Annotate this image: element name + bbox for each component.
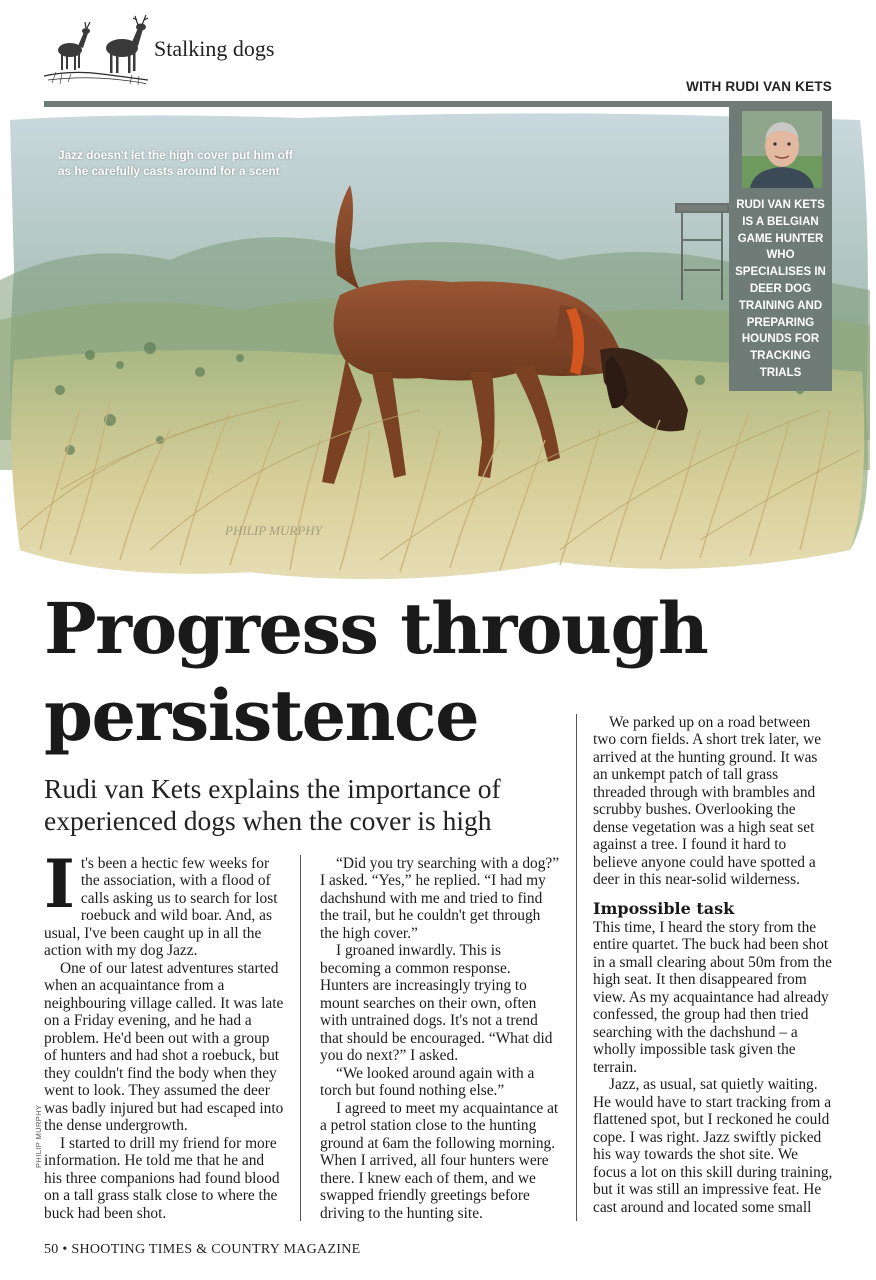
paragraph: I started to drill my friend for more information. He told me that he and his three companions had found blood on a tall grass stalk close to where the buck had been shot. <box>44 1134 280 1222</box>
column-divider <box>576 714 577 1221</box>
paragraph: I groaned inwardly. This is becoming a common response. Hunters are increasingly trying to mount searches on their own, often with untrained dogs. It's not a trend that should be encouraged. “What did you do next?” I asked. <box>320 942 553 1065</box>
illustration-caption: Jazz doesn't let the high cover put him off as he carefully casts around for a scent <box>58 148 293 178</box>
body-column-3 <box>593 714 833 1216</box>
artist-signature: PHILIP MURPHY <box>225 523 322 538</box>
author-portrait <box>742 111 822 188</box>
section-label: Stalking dogs <box>154 36 275 61</box>
photo-credit: PHILIP MURPHY <box>34 1104 43 1168</box>
subheading: Impossible task <box>593 898 735 918</box>
header-rule <box>44 101 832 107</box>
standfirst: Rudi van Kets explains the importance of experienced dogs when the cover is high <box>44 773 501 836</box>
paragraph: One of our latest adventures started when an acquaintance from a neighbouring village called. It was late on a Friday evening, and he had a problem. He'd been out with a group of hunters and had shot a roebuck, but they couldn't find the body when they went to look. They assumed the deer was badly injured but had escaped into the dense undergrowth. <box>44 959 284 1135</box>
deer-engraving-icon <box>42 10 150 90</box>
page-folio: 50 • SHOOTING TIMES & COUNTRY MAGAZINE <box>44 1242 361 1257</box>
headline-line-2: persistence <box>44 674 479 757</box>
paragraph: “We looked around again with a torch but found nothing else.” <box>320 1064 535 1100</box>
headline-line-1: Progress through <box>44 587 708 670</box>
column-byline: WITH RUDI VAN KETS <box>686 79 832 94</box>
author-bio: RUDI VAN KETS IS A BELGIAN GAME HUNTER WHO SPECIALISES IN DEER DOG TRAINING AND PREPARING HOUNDS FOR TRACKING TRIALS <box>735 199 826 379</box>
paragraph: “Did you try searching with a dog?” I asked. “Yes,” he replied. “I had my dachshund with me and tried to find the trail, but he couldn't get through the high cover.” <box>320 855 560 942</box>
paragraph: This time, I heard the story from the entire quartet. The buck had been shot in a small clearing about 50m from the high seat. It then disappeared from view. As my acquaintance had already confessed, the group had then tried searching with the dachshund – a wholly impossible task given the terrain. <box>593 918 832 1076</box>
column-divider <box>300 855 301 1221</box>
body-column-2 <box>320 855 560 1222</box>
drop-cap: I <box>44 845 75 923</box>
body-column-1 <box>44 845 284 1222</box>
paragraph: We parked up on a road between two corn fields. A short trek later, we arrived at the hunting ground. It was an unkempt patch of tall grass threaded through with brambles and scrubby bushes. Overlooking the dense vegetation was a high seat set against a tree. I found it hard to believe anyone could have spotted a deer in this near-solid wilderness. <box>593 714 822 889</box>
paragraph: I agreed to meet my acquaintance at a petrol station close to the hunting ground at 6am the following morning. When I arrived, all four hunters were there. I knew each of them, and we swapped friendly greetings before driving to the hunting site. <box>320 1099 559 1222</box>
paragraph: t's been a hectic few weeks for the association, with a flood of calls asking us to search for lost roebuck and wild boar. And, as usual, I've been caught up in all the action with my dog Jazz. <box>44 855 278 960</box>
paragraph: Jazz, as usual, sat quietly waiting. He would have to start tracking from a flattened spot, but I reckoned he could cope. I was right. Jazz swiftly picked his way towards the shot site. We focus a lot on this skill during training, but it was still an impressive feat. He cast around and located some small <box>593 1076 833 1216</box>
